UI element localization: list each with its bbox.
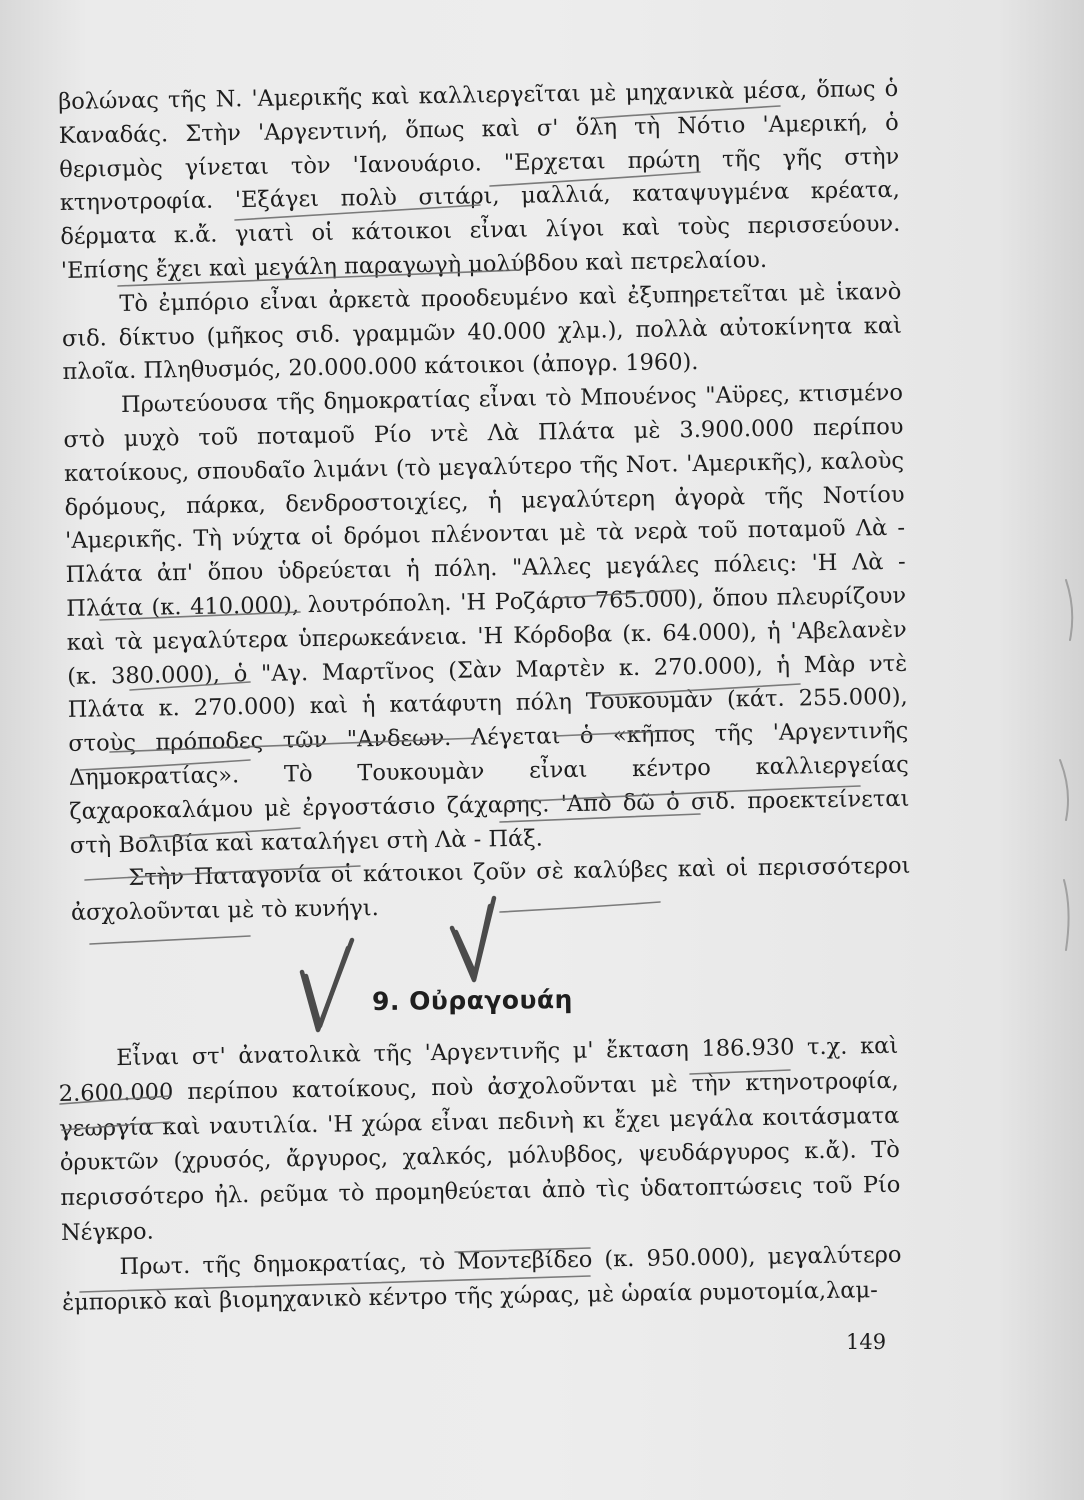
paragraph-capital: Πρωτεύουσα τῆς δημοκρατίας εἶναι τὸ Μπουένος "Αϋρες, κτισμένο στὸ μυχὸ τοῦ ποταμοῦ Ρίο ντὲ Λὰ Πλάτα μὲ 3.900.000 περίπου κατοίκους, σπουδαῖο λιμάνι (τὸ μεγαλύτερο τῆς Νοτ. 'Αμερικῆς), καλοὺς δρόμους, πάρκα, δενδροστοιχίες, ἡ μεγαλύτερη ἀγορὰ τῆς Νοτίου 'Αμερικῆς. Τὴ νύχτα οἱ δρόμοι πλένονται μὲ τὰ νερὰ τοῦ ποταμοῦ Λὰ - Πλάτα ἀπ' ὅπου ὑδρεύεται ἡ πόλη. "Αλλες μεγάλες πόλεις: 'Η Λὰ - Πλάτα (κ. 410.000), λουτρόπολη. 'Η Ροζάριο 765.000), ὅπου πλευρίζουν καὶ τὰ μεγαλύτερα ὑπερωκεάνεια. 'Η Κόρδοβα (κ. 64.000), ἡ 'Αβελανὲν (κ. 380.000), ὁ "Αγ. Μαρτῖνος (Σὰν Μαρτὲν κ. 270.000), ἡ Μὰρ ντὲ Πλάτα κ. 270.000) καὶ ἡ κατάφυτη πόλη Τουκουμὰν (κάτ. 255.000), στοὺς πρόποδες τῶν "Ανδεων. Λέγεται ὁ «κῆπος τῆς 'Αργεντινῆς Δημοκρατίας». Τὸ Τουκουμὰν εἶναι κέντρο καλλιεργείας ζαχαροκαλάμου μὲ ἐργοστάσιο ζάχαρης. 'Απὸ δῶ ὁ σιδ. προεκτείνεται στὴ Βολιβία καὶ καταλήγει στὴ Λὰ - Πάξ. bbox=[63, 379, 910, 859]
paragraph-uruguay-overview: Εἶναι στ' ἀνατολικὰ τῆς 'Αργεντινῆς μ' ἔκταση 186.930 τ.χ. καὶ 2.600.000 περίπου κατοίκους, ποὺ ἀσχολοῦνται μὲ τὴν κτηνοτροφία, γεωργία καὶ ναυτιλία. 'Η χώρα εἶναι πεδινὴ κι ἔχει μεγάλα κοιτάσματα ὀρυκτῶν (χρυσός, ἄργυρος, χαλκός, μόλυβδος, ψευδάργυρος κ.ἄ). Τὸ περισσότερο ἠλ. ρεῦμα τὸ προμηθεύεται ἀπὸ τὶς ὑδατοπτώσεις τοῦ Ρίο Νέγκρο. bbox=[58, 1032, 901, 1246]
paragraph-montevideo: Πρωτ. τῆς δημοκρατίας, τὸ Μοντεβίδεο (κ. 950.000), μεγαλύτερο ἐμπορικὸ καὶ βιομηχανικὸ κέντρο τῆς χώρας, μὲ ὡραία ρυμοτομία,λαμ- bbox=[61, 1241, 902, 1316]
paragraph-agriculture: βολώνας τῆς Ν. 'Αμερικῆς καὶ καλλιεργεῖται μὲ μηχανικὰ μέσα, ὅπως ὁ Καναδάς. Στὴν 'Αργεντινή, ὅπως καὶ σ' ὅλη τὴ Νότιο 'Αμερική, ὁ θερισμὸς γίνεται τὸν 'Ιανουάριο. "Ερχεται πρώτη τῆς γῆς στὴν κτηνοτροφία. 'Εξάγει πολὺ σιτάρι, μαλλιά, καταψυγμένα κρέατα, δέρματα κ.ἄ. γιατὶ οἱ κάτοικοι εἶναι λίγοι καὶ τοὺς περισσεύουν. 'Επίσης ἔχει καὶ μεγάλη παραγωγὴ μολύβδου καὶ πετρελαίου. bbox=[58, 75, 901, 284]
paragraph-trade: Τὸ ἐμπόριο εἶναι ἀρκετὰ προοδευμένο καὶ ἐξυπηρετεῖται μὲ ἱκανὸ σιδ. δίκτυο (μῆκος σιδ. γραμμῶν 40.000 χλμ.), πολλὰ αὐτοκίνητα καὶ πλοῖα. Πληθυσμός, 20.000.000 κάτοικοι (ἀπογρ. 1960). bbox=[61, 278, 903, 386]
section-heading-uruguay: 9. Οὐραγουάη bbox=[371, 984, 574, 1017]
check-mark-icon bbox=[302, 940, 352, 1030]
page-number: 149 bbox=[846, 1330, 887, 1354]
uruguay-section bbox=[58, 1029, 902, 1321]
argentina-section bbox=[58, 73, 911, 931]
paragraph-patagonia: Στὴν Παταγονία οἱ κάτοικοι ζοῦν σὲ καλύβες καὶ οἱ περισσότεροι ἀσχολοῦνται μὲ τὸ κυνήγι. bbox=[70, 853, 911, 927]
